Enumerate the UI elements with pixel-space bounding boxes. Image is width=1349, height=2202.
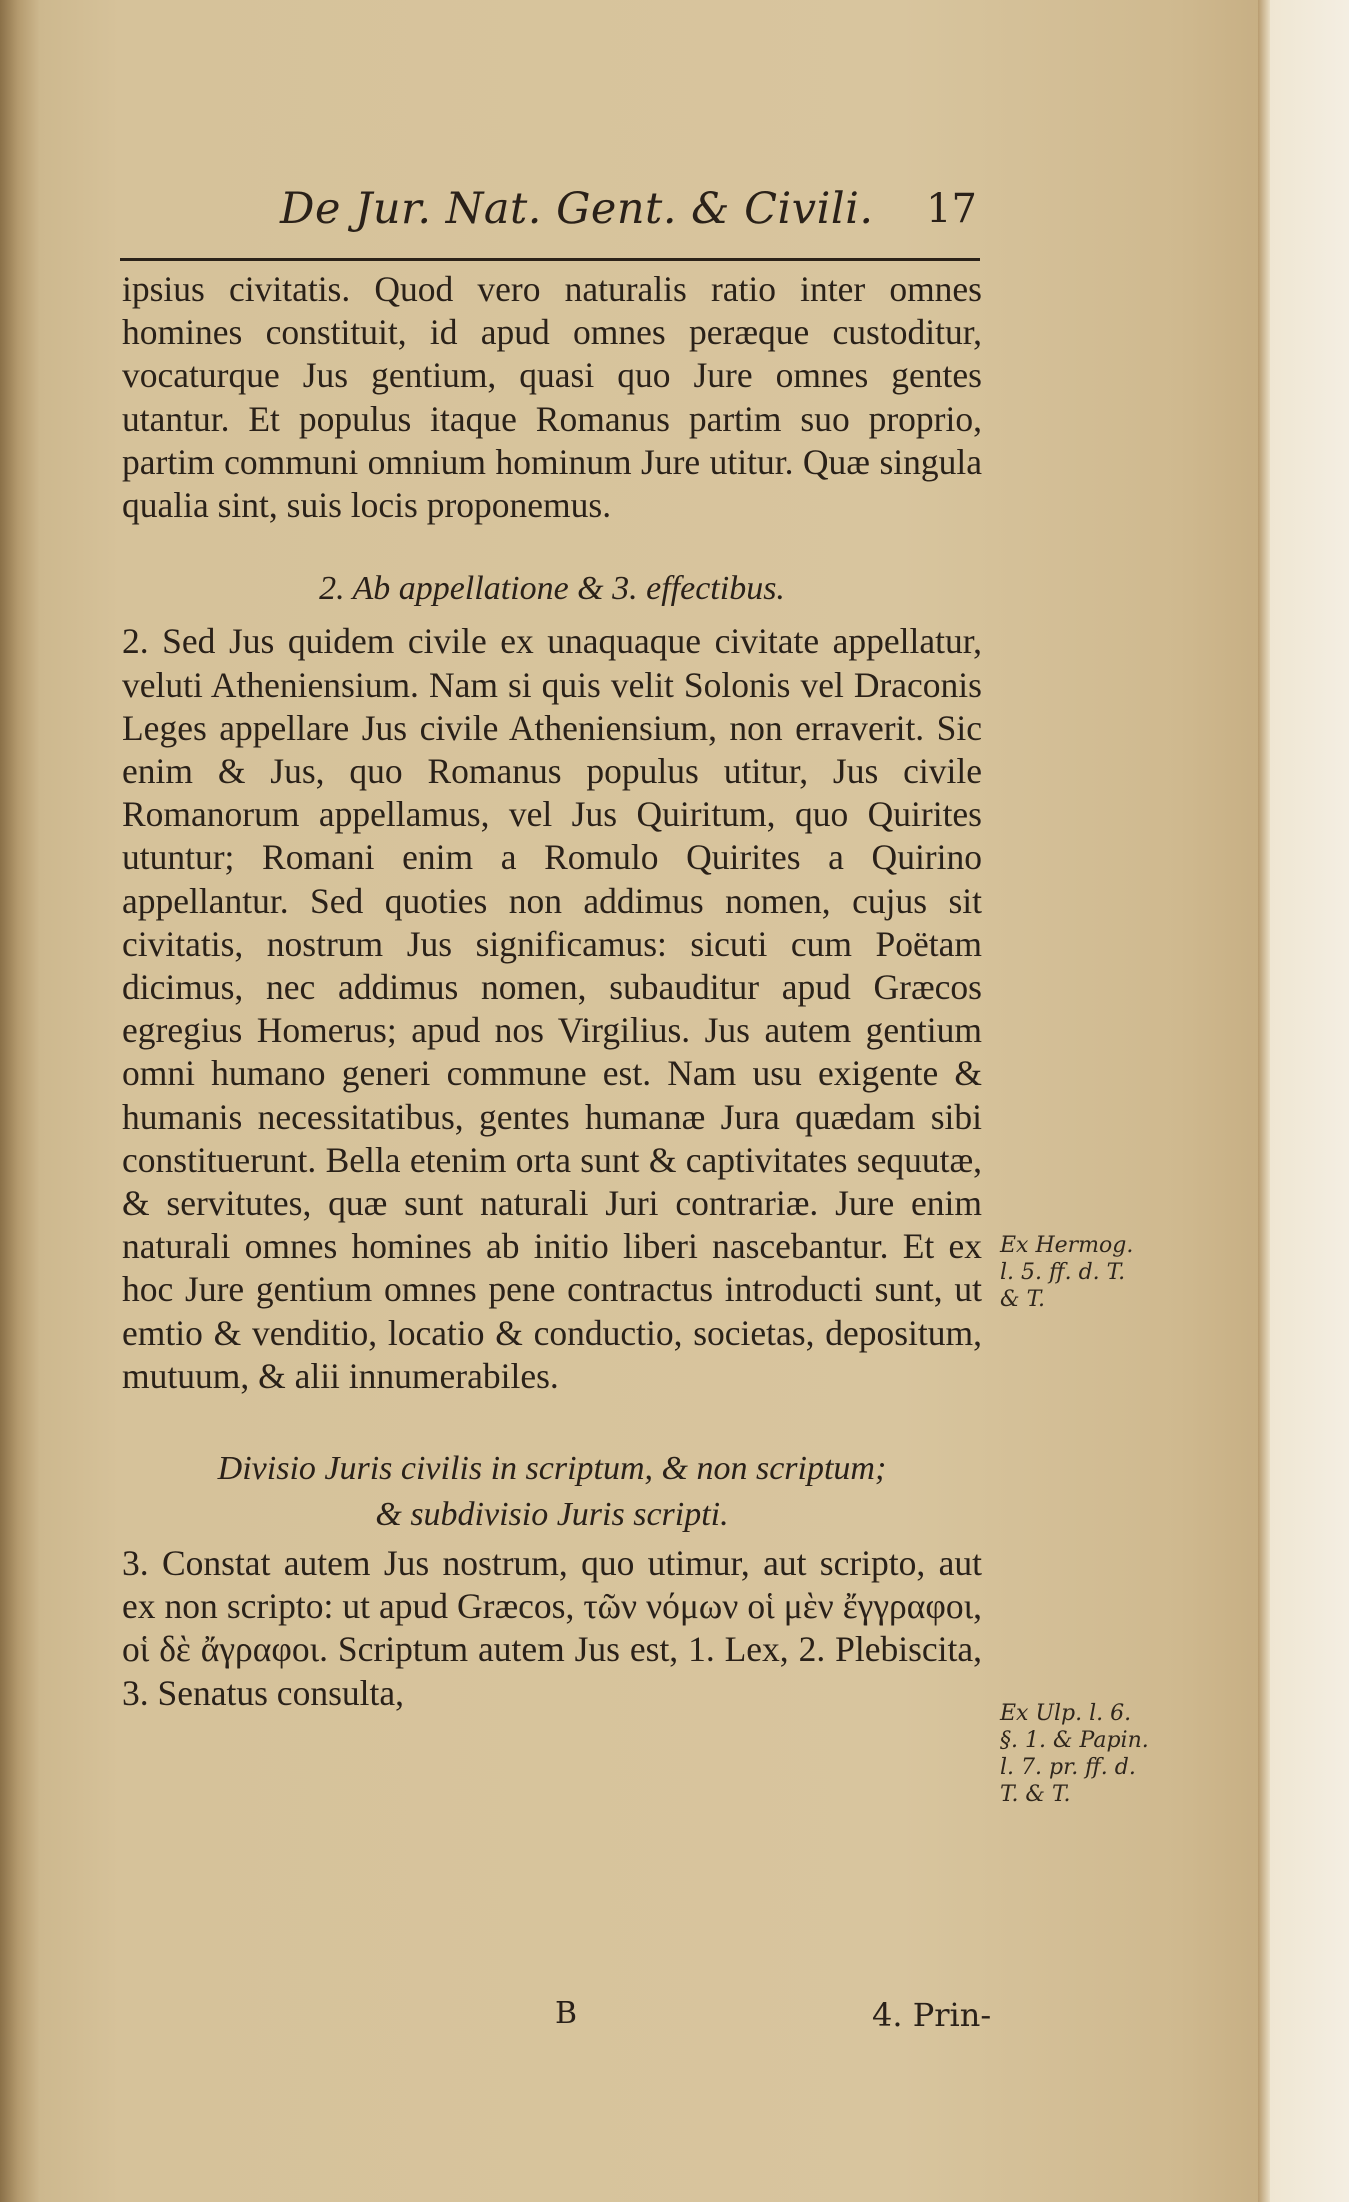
paragraph-1: ipsius civitatis. Quod vero naturalis ratio inter omnes homines constituit, id apud omnes peræque custoditur, vocaturque Jus gentium, quasi quo Jure omnes gentes utantur. Et populus itaque Romanus partim suo proprio, partim communi omnium hominum Jure utitur. Quæ singula qualia sint, suis locis proponemus. [122,269,982,526]
section-heading-1: 2. Ab appellatione & 3. effectibus. [319,570,785,608]
running-header [270,178,995,238]
running-title: De Jur. Nat. Gent. & Civili. [280,184,874,234]
paragraph-2: 2. Sed Jus quidem civile ex unaquaque civitate appellatur, veluti Atheniensium. Nam si quis velit Solonis vel Draconis Leges appellare Jus civile Atheniensium, non erraverit. Sic enim & Jus, quo Romanus populus utitur, Jus civile Romanorum appellamus, vel Jus Quiritum, quo Quirites utuntur; Romani enim a Romulo Quirites a Quirino appellantur. Sed quoties non addimus nomen, cujus sit civitatis, nostrum Jus significamus: sicuti cum Poëtam dicimus, nec addimus nomen, subauditur apud Græcos egregius Homerus; apud nos Virgilius. Jus autem gentium omni humano generi commune est. Nam usu exigente & humanis necessitatibus, gentes humanæ Jura quædam sibi constituerunt. Bella etenim orta sunt & captivitates sequutæ, & servitutes, quæ sunt naturali Juri contrariæ. Jure enim naturali omnes homines ab initio liberi nascebantur. Et ex hoc Jure gentium omnes pene contractus introducti sunt, ut emtio & venditio, locatio & conductio, societas, depositum, mutuum, & alii innumerabiles. [122,621,982,1396]
page-number: 17 [926,186,977,232]
marginal-note-2: Ex Ulp. l. 6. §. 1. & Papin. l. 7. pr. ff. d. T. & T. [1000,1701,1149,1807]
page-edge [1258,0,1270,2202]
paragraph-3: 3. Constat autem Jus nostrum, quo utimur, aut scripto, aut ex non scripto: ut apud Græcos, τῶν νόμων οἱ μὲν ἔγγραφοι, οἱ δὲ ἄγραφοι. Scriptum autem Jus est, 1. Lex, 2. Plebiscita, 3. Senatus consulta, [122,1543,982,1713]
section-heading-2-line-1: Divisio Juris civilis in scriptum, & non scriptum; [217,1450,887,1488]
section-heading-2-line-2: & subdivisio Juris scripti. [375,1496,729,1534]
body-text [122,268,982,1715]
signature-mark: B [555,1996,578,2031]
header-rule [120,258,980,261]
marginal-note-1: Ex Hermog. l. 5. ff. d. T. & T. [1000,1233,1134,1312]
catchword: 4. Prin- [872,1996,992,2034]
section-heading-2 [122,1446,982,1538]
